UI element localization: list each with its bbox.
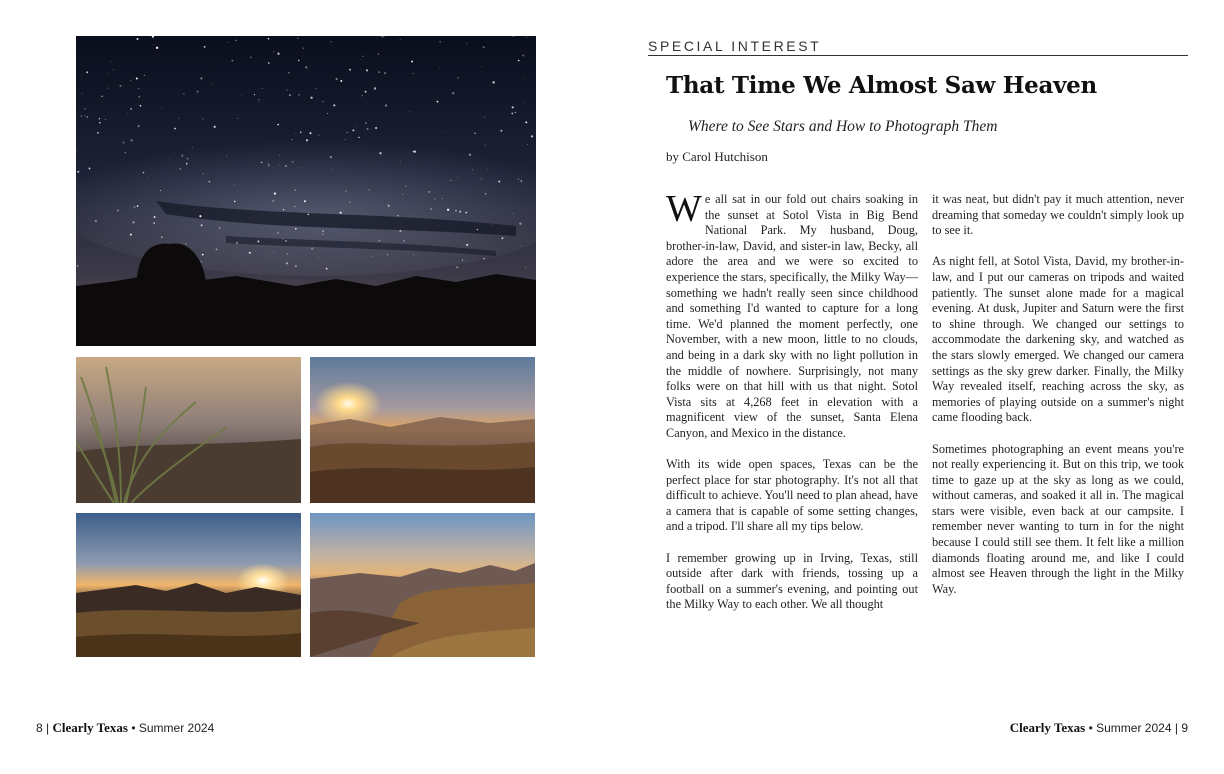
paragraph-text: e all sat in our fold out chairs soaking in the sunset at Sotol Vista in Big Bend National Park. My husband, Doug, brother-in-law, David, and sister-in law, Becky, all adore the area and we were so excited to experience the stars, specifically, the Milky Way—something we hadn't really seen since childhood and something I'd wanted to capture for a long time. We'd planned the moment perfectly, one November, with a new moon, little to no clouds, and being in a dark sky with no light pollution in the middle of nowhere. Surprisingly, not many folks were on that hill with us that night. Sotol Vista sits at 4,268 feet in elevation with a magnificent view of the sunset, Santa Elena Canyon, and Mexico in the distance.	[666, 192, 918, 440]
page-number-left: 8	[36, 721, 43, 735]
sunset-mountains-photo	[310, 357, 535, 503]
article-title: That Time We Almost Saw Heaven	[666, 72, 1097, 99]
magazine-name: Clearly Texas	[52, 720, 128, 735]
section-kicker: SPECIAL INTEREST	[648, 38, 1188, 56]
paragraph	[666, 188, 918, 442]
issue-label: Summer 2024	[138, 721, 215, 735]
article-column-2	[932, 192, 1184, 613]
footer-bullet: •	[131, 721, 136, 735]
footer-right	[1010, 720, 1188, 736]
desert-sunset-photo	[76, 513, 301, 657]
canyon-view-photo	[310, 513, 535, 657]
footer-bullet: •	[1088, 721, 1093, 735]
milky-way-photo	[76, 36, 536, 346]
article-byline: by Carol Hutchison	[666, 149, 768, 164]
page-number-right: 9	[1181, 721, 1188, 735]
paragraph: As night fell, at Sotol Vista, David, my brother-in-law, and I put our cameras on tripods and waited patiently. The sunset alone made for a magical evening. At dusk, Jupiter and Saturn were the first to shine through. We changed our settings to accommodate the darkening sky, and watched as the stars slowly emerged. We changed our camera settings as the sky grew darker. Finally, the Milky Way revealed itself, reaching across the sky, as memories of playing outside on a summer's night came flooding back.	[932, 254, 1184, 425]
paragraph: With its wide open spaces, Texas can be the perfect place for star photography. It's not all that difficult to achieve. You'll need to plan ahead, have a camera that is capable of some setting changes, and a tripod. I'll share all my tips below.	[666, 457, 918, 534]
sotol-plant-photo	[76, 357, 301, 503]
footer-separator: |	[1174, 721, 1178, 735]
magazine-name: Clearly Texas	[1009, 720, 1086, 735]
paragraph: it was neat, but didn't pay it much attention, never dreaming that someday we couldn't simply look up to see it.	[932, 192, 1184, 238]
drop-cap: W	[666, 188, 702, 230]
footer-separator: |	[46, 721, 50, 735]
issue-label: Summer 2024	[1096, 721, 1172, 735]
article-subtitle: Where to See Stars and How to Photograph Them	[688, 118, 998, 135]
footer-left	[36, 720, 214, 736]
article-column-1	[666, 188, 918, 629]
paragraph: Sometimes photographing an event means you're not really experiencing it. But on this trip, we took time to gaze up at the sky as long as we could, without cameras, and soaked it all in. The magical stars were visible, even back at our campsite. I remember never wanting to turn in for the night because I could still see them. It felt like a million diamonds floating around me, and like I could almost see Heaven through the light in the Milky Way.	[932, 441, 1184, 596]
paragraph: I remember growing up in Irving, Texas, still outside after dark with friends, tossing up a football on a summer's evening, and pointing out the Milky Way to each other. We all thought	[666, 550, 918, 612]
